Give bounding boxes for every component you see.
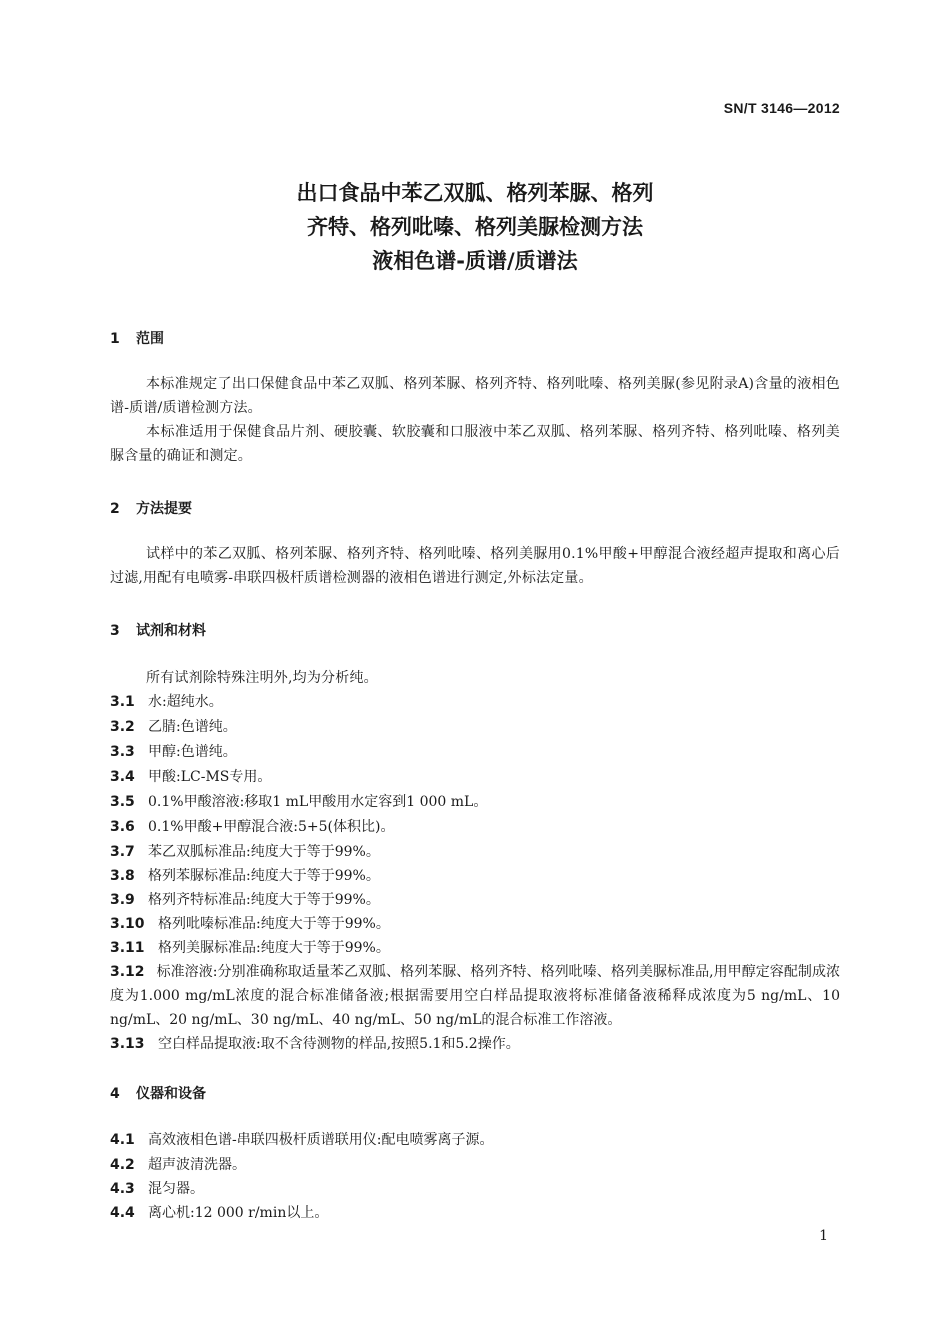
item-number: 3.13 xyxy=(110,1036,145,1052)
reagent-item xyxy=(110,840,840,864)
reagent-item xyxy=(110,790,840,814)
section-heading-reagents xyxy=(110,620,206,640)
item-number: 3.7 xyxy=(110,844,135,860)
item-text: 标准溶液:分别准确称取适量苯乙双胍、格列苯脲、格列齐特、格列吡嗪、格列美脲标准品,用甲醇定容配制成浓度为1.000 mg/mL浓度的混合标准储备液;根据需要用空白样品提取液将标准储备液稀释成浓度为5 ng/mL、10 ng/mL、20 ng/mL、30 ng/mL、40 ng/mL、50 ng/mL的混合标准工作溶液。 xyxy=(110,964,840,1028)
item-text: 0.1%甲酸溶液:移取1 mL甲酸用水定容到1 000 mL。 xyxy=(148,794,488,810)
section-heading-scope xyxy=(110,328,164,348)
item-number: 4.1 xyxy=(110,1132,135,1148)
section-number: 3 xyxy=(110,623,120,639)
item-text: 乙腈:色谱纯。 xyxy=(148,719,237,735)
item-text: 格列齐特标准品:纯度大于等于99%。 xyxy=(148,892,380,908)
reagent-item xyxy=(110,1032,840,1056)
standard-code: SN/T 3146—2012 xyxy=(723,100,840,116)
item-text: 格列苯脲标准品:纯度大于等于99%。 xyxy=(148,868,380,884)
reagent-item xyxy=(110,690,840,714)
title-line-1: 出口食品中苯乙双胍、格列苯脲、格列 xyxy=(296,181,654,205)
reagent-item xyxy=(110,936,840,960)
item-number: 3.2 xyxy=(110,719,135,735)
reagents-intro: 所有试剂除特殊注明外,均为分析纯。 xyxy=(146,670,378,686)
item-number: 4.2 xyxy=(110,1157,135,1173)
scope-paragraph-1: 本标准规定了出口保健食品中苯乙双胍、格列苯脲、格列齐特、格列吡嗪、格列美脲(参见附录A)含量的液相色谱-质谱/质谱检测方法。 xyxy=(110,376,840,416)
item-number: 3.8 xyxy=(110,868,135,884)
apparatus-item xyxy=(110,1153,840,1177)
scope-paragraph-2: 本标准适用于保健食品片剂、硬胶囊、软胶囊和口服液中苯乙双胍、格列苯脲、格列齐特、格列吡嗪、格列美脲含量的确证和测定。 xyxy=(110,424,840,464)
item-text: 混匀器。 xyxy=(148,1181,204,1197)
section-number: 2 xyxy=(110,501,120,517)
item-number: 3.1 xyxy=(110,694,135,710)
item-text: 水:超纯水。 xyxy=(148,694,223,710)
section-title: 仪器和设备 xyxy=(136,1086,206,1102)
title-line-3: 液相色谱-质谱/质谱法 xyxy=(372,249,578,273)
section-number: 1 xyxy=(110,331,120,347)
apparatus-item xyxy=(110,1201,840,1225)
item-number: 3.4 xyxy=(110,769,135,785)
item-number: 3.6 xyxy=(110,819,135,835)
section-title: 方法提要 xyxy=(136,501,192,517)
item-number: 3.10 xyxy=(110,916,145,932)
item-number: 3.9 xyxy=(110,892,135,908)
reagent-item xyxy=(110,715,840,739)
item-text: 甲醇:色谱纯。 xyxy=(148,744,237,760)
item-number: 3.5 xyxy=(110,794,135,810)
reagent-item xyxy=(110,912,840,936)
item-text: 格列美脲标准品:纯度大于等于99%。 xyxy=(158,940,390,956)
apparatus-item xyxy=(110,1128,840,1152)
item-number: 3.3 xyxy=(110,744,135,760)
section-title: 范围 xyxy=(136,331,164,347)
item-number: 3.11 xyxy=(110,940,145,956)
item-text: 格列吡嗪标准品:纯度大于等于99%。 xyxy=(158,916,390,932)
section-heading-principle xyxy=(110,498,192,518)
principle-paragraph: 试样中的苯乙双胍、格列苯脲、格列齐特、格列吡嗪、格列美脲用0.1%甲酸+甲醇混合液经超声提取和离心后过滤,用配有电喷雾-串联四极杆质谱检测器的液相色谱进行测定,外标法定量。 xyxy=(110,546,840,586)
document-title xyxy=(0,176,950,278)
reagent-item xyxy=(110,815,840,839)
item-number: 4.4 xyxy=(110,1205,135,1221)
page-number: 1 xyxy=(819,1228,828,1244)
item-text: 苯乙双胍标准品:纯度大于等于99%。 xyxy=(148,844,380,860)
reagent-item xyxy=(110,888,840,912)
item-text: 高效液相色谱-串联四极杆质谱联用仪:配电喷雾离子源。 xyxy=(148,1132,494,1148)
reagent-item xyxy=(110,864,840,888)
reagent-item xyxy=(110,765,840,789)
reagent-item xyxy=(110,740,840,764)
item-text: 0.1%甲酸+甲醇混合液:5+5(体积比)。 xyxy=(148,819,395,835)
item-text: 甲酸:LC-MS专用。 xyxy=(148,769,272,785)
item-text: 超声波清洗器。 xyxy=(148,1157,246,1173)
item-text: 空白样品提取液:取不含待测物的样品,按照5.1和5.2操作。 xyxy=(158,1036,520,1052)
title-line-2: 齐特、格列吡嗪、格列美脲检测方法 xyxy=(307,215,643,239)
section-heading-apparatus xyxy=(110,1083,206,1103)
section-title: 试剂和材料 xyxy=(136,623,206,639)
apparatus-item xyxy=(110,1177,840,1201)
item-text: 离心机:12 000 r/min以上。 xyxy=(148,1205,329,1221)
item-number: 4.3 xyxy=(110,1181,135,1197)
section-number: 4 xyxy=(110,1086,120,1102)
item-number: 3.12 xyxy=(110,964,145,980)
reagent-item xyxy=(110,960,840,1032)
